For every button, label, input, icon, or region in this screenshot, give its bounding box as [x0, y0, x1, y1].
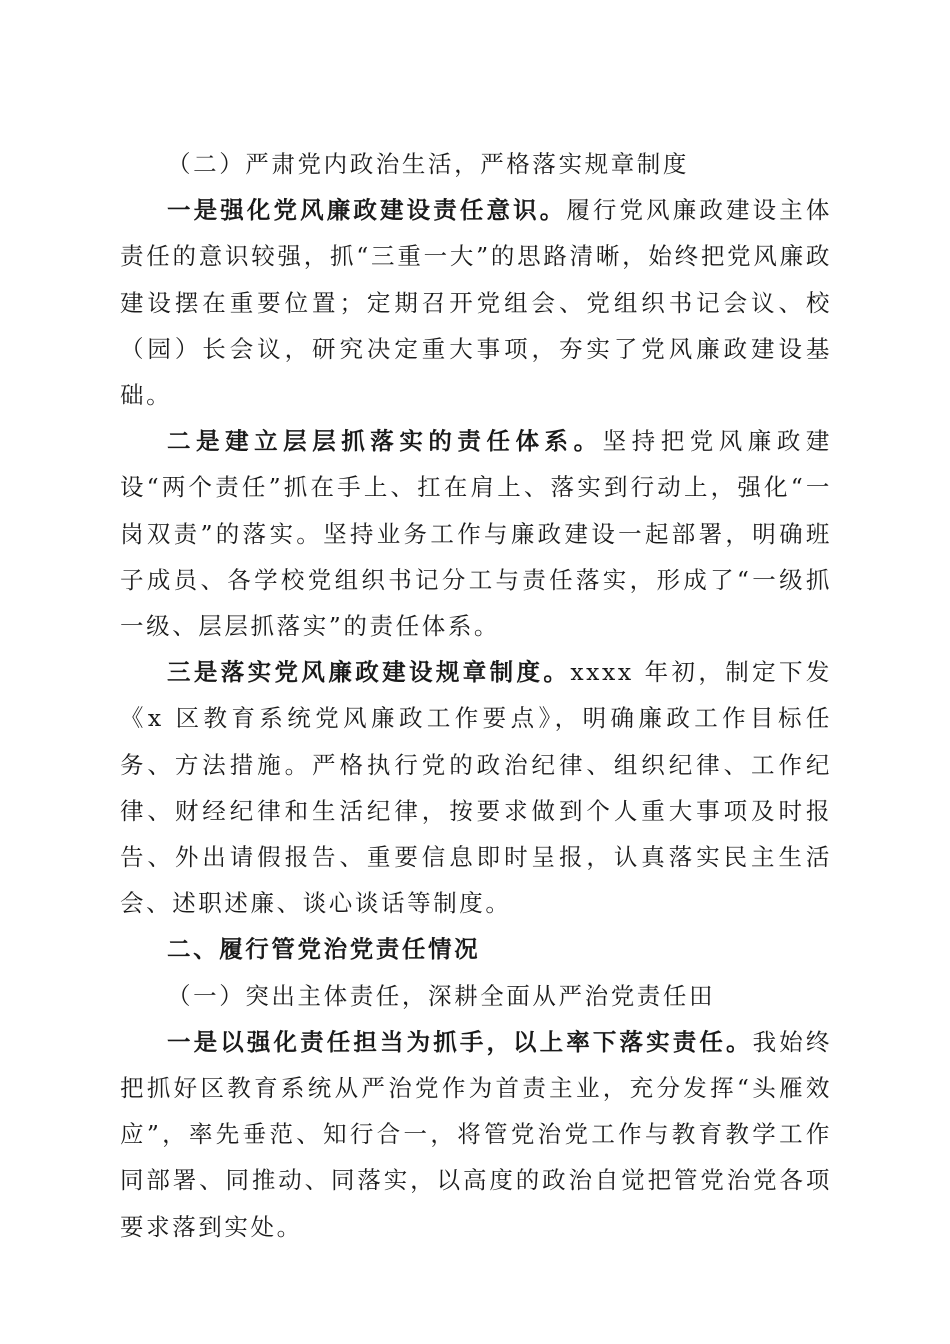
section-2-heading: [120, 926, 832, 972]
paragraph-1-lead: 一是强化党风廉政建设责任意识。: [167, 196, 567, 225]
paragraph-4-lead: 一是以强化责任担当为抓手，以上率下落实责任。: [167, 1027, 753, 1056]
paragraph-4: [120, 1019, 832, 1250]
subheading-2-text: （二）严肃党内政治生活，严格落实规章制度: [167, 150, 689, 178]
paragraph-3-lead: 三是落实党风廉政建设规章制度。: [167, 658, 571, 687]
paragraph-1-body: 履行党风廉政建设主体责任的意识较强，抓“三重一大”的思路清晰，始终把党风廉政建设摆在重要位置；定期召开党组会、党组织书记会议、校（园）长会议，研究决定重大事项，夯实了党风廉政建设基础。: [120, 196, 832, 410]
subheading-1: [120, 973, 832, 1019]
paragraph-1: [120, 187, 832, 418]
section-2-heading-text: 二、履行管党治党责任情况: [167, 935, 481, 964]
subheading-1-text: （一）突出主体责任，深耕全面从严治党责任田: [167, 981, 716, 1010]
subheading-2: [120, 141, 832, 187]
paragraph-4-body: 我始终把抓好区教育系统从严治党作为首责主业，充分发挥“头雁效应”，率先垂范、知行合一，将管党治党工作与教育教学工作同部署、同推动、同落实，以高度的政治自觉把管党治党各项要求落到实处。: [120, 1027, 832, 1241]
paragraph-3-body: xxxx 年初，制定下发《x 区教育系统党风廉政工作要点》，明确廉政工作目标任务、方法措施。严格执行党的政治纪律、组织纪律、工作纪律、财经纪律和生活纪律，按要求做到个人重大事项及时报告、外出请假报告、重要信息即时呈报，认真落实民主生活会、述职述廉、谈心谈话等制度。: [120, 658, 833, 918]
document-body: [120, 141, 832, 1250]
paragraph-2-lead: 二是建立层层抓落实的责任体系。: [167, 427, 603, 456]
paragraph-3: [120, 649, 832, 926]
paragraph-2: [120, 418, 832, 649]
paragraph-2-body: 坚持把党风廉政建设“两个责任”抓在手上、扛在肩上、落实到行动上，强化“一岗双责”的落实。坚持业务工作与廉政建设一起部署，明确班子成员、各学校党组织书记分工与责任落实，形成了“一级抓一级、层层抓落实”的责任体系。: [120, 427, 832, 641]
